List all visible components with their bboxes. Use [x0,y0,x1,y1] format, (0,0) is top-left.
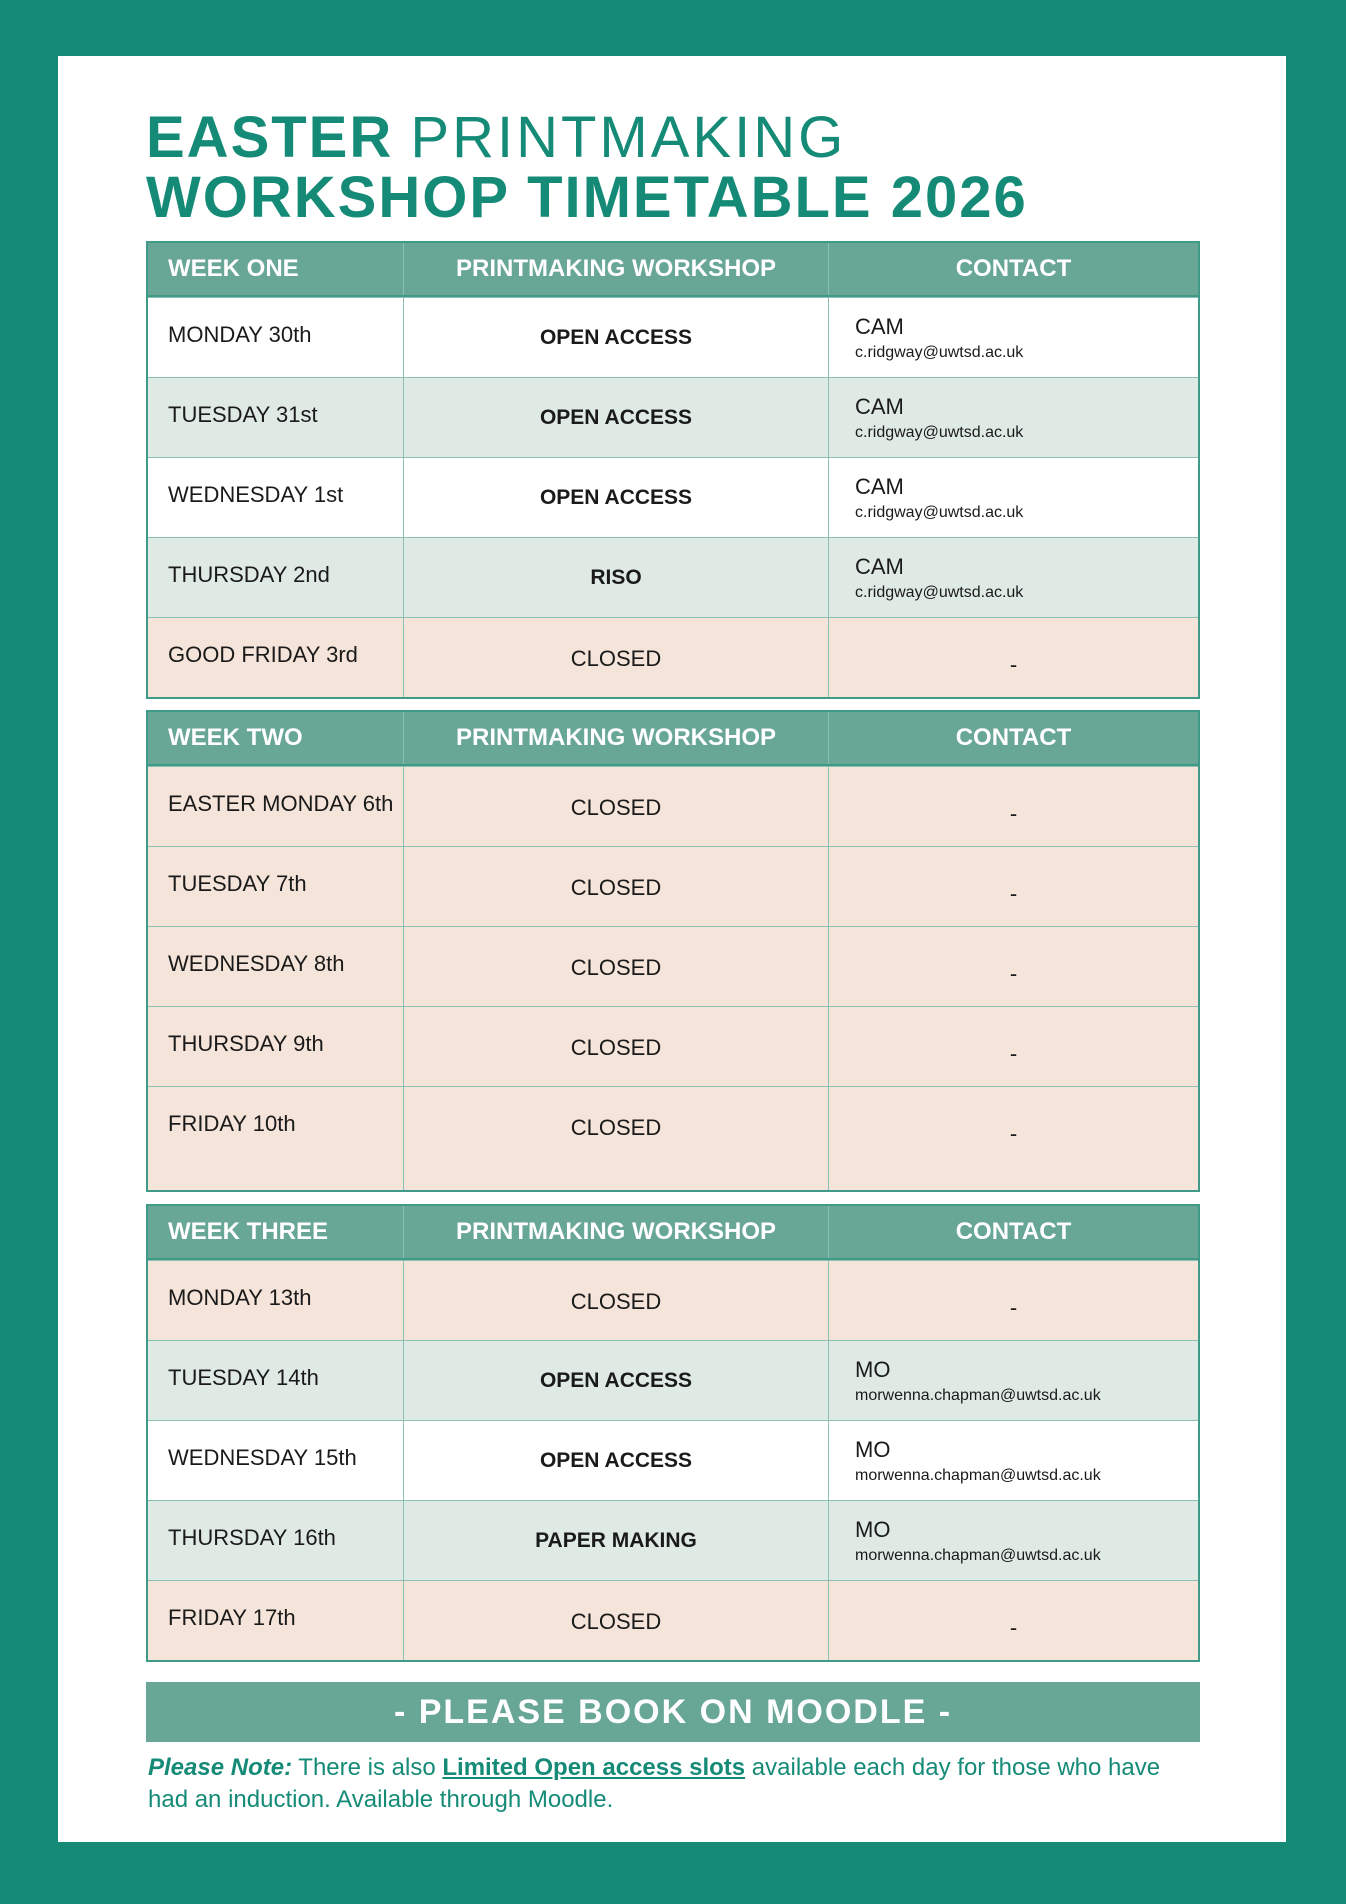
table-row [148,1340,1198,1420]
workshop-header: PRINTMAKING WORKSHOP [404,243,829,295]
day-cell: TUESDAY 31st [148,378,404,457]
workshop-cell: PAPER MAKING [404,1501,829,1580]
note-text: There is also [292,1754,443,1781]
day-cell: MONDAY 13th [148,1261,404,1340]
contact-cell: - [1009,652,1018,677]
contact-cell [829,1501,1198,1580]
day-cell: MONDAY 30th [148,298,404,377]
table-row [148,926,1198,1006]
contact-name: CAM [855,394,904,419]
day-cell: TUESDAY 14th [148,1341,404,1420]
workshop-cell: OPEN ACCESS [404,298,829,377]
table-header-row [148,1206,1198,1260]
contact-name: MO [855,1357,891,1382]
table-row [148,1006,1198,1086]
limited-open-access-link[interactable]: Limited Open access slots [442,1754,746,1781]
contact-cell [829,538,1198,617]
week-label: WEEK TWO [148,712,404,764]
page-title [146,105,1028,230]
contact-email[interactable]: c.ridgway@uwtsd.ac.uk [855,344,1024,361]
day-cell: THURSDAY 2nd [148,538,404,617]
day-cell: WEDNESDAY 8th [148,927,404,1006]
note-text: available each day for those who have had an induction. Available through Moodle. [148,1754,1161,1813]
workshop-cell: CLOSED [404,1581,829,1660]
table-row [148,1086,1198,1190]
please-note [148,1752,1188,1816]
contact-email[interactable]: morwenna.chapman@uwtsd.ac.uk [855,1467,1101,1484]
table-header-row [148,712,1198,766]
table-row [148,846,1198,926]
contact-email[interactable]: c.ridgway@uwtsd.ac.uk [855,504,1024,521]
week-three-table [146,1204,1200,1662]
table-row [148,1500,1198,1580]
table-row [148,1580,1198,1660]
contact-email[interactable]: morwenna.chapman@uwtsd.ac.uk [855,1387,1101,1404]
workshop-header: PRINTMAKING WORKSHOP [404,1206,829,1258]
table-row [148,1260,1198,1340]
contact-cell [829,458,1198,537]
contact-cell [829,298,1198,377]
title-bold: EASTER [146,105,394,170]
workshop-cell: OPEN ACCESS [404,1341,829,1420]
table-row [148,457,1198,537]
workshop-cell: CLOSED [404,1261,829,1340]
contact-name: CAM [855,554,904,579]
table-row [148,297,1198,377]
day-cell: TUESDAY 7th [148,847,404,926]
contact-cell: - [1009,801,1018,826]
day-cell: THURSDAY 16th [148,1501,404,1580]
contact-header: CONTACT [955,255,1072,282]
contact-cell [829,378,1198,457]
workshop-cell: CLOSED [404,618,829,697]
contact-cell [829,1421,1198,1500]
workshop-cell: OPEN ACCESS [404,378,829,457]
day-cell: FRIDAY 10th [148,1087,404,1190]
contact-name: MO [855,1437,891,1462]
contact-cell: - [1009,881,1018,906]
week-two-table [146,710,1200,1192]
workshop-cell: CLOSED [404,1087,829,1190]
day-cell: FRIDAY 17th [148,1581,404,1660]
table-row [148,377,1198,457]
contact-cell: - [1009,1121,1018,1146]
book-on-moodle-banner: - PLEASE BOOK ON MOODLE - [146,1682,1200,1742]
day-cell: WEDNESDAY 1st [148,458,404,537]
contact-cell: - [1009,1295,1018,1320]
day-cell: EASTER MONDAY 6th [148,767,404,846]
contact-header: CONTACT [955,724,1072,751]
title-light: PRINTMAKING [410,105,847,170]
contact-email[interactable]: morwenna.chapman@uwtsd.ac.uk [855,1547,1101,1564]
contact-name: CAM [855,474,904,499]
table-row [148,617,1198,697]
contact-email[interactable]: c.ridgway@uwtsd.ac.uk [855,584,1024,601]
contact-name: MO [855,1517,891,1542]
workshop-cell: CLOSED [404,927,829,1006]
contact-cell: - [1009,1615,1018,1640]
contact-email[interactable]: c.ridgway@uwtsd.ac.uk [855,424,1024,441]
day-cell: WEDNESDAY 15th [148,1421,404,1500]
workshop-cell: CLOSED [404,767,829,846]
contact-header: CONTACT [955,1218,1072,1245]
workshop-cell: RISO [404,538,829,617]
workshop-cell: OPEN ACCESS [404,458,829,537]
day-cell: THURSDAY 9th [148,1007,404,1086]
contact-cell: - [1009,1041,1018,1066]
contact-cell [829,1341,1198,1420]
week-one-table [146,241,1200,699]
contact-cell: - [1009,961,1018,986]
table-row [148,1420,1198,1500]
table-row [148,537,1198,617]
table-row [148,766,1198,846]
table-header-row [148,243,1198,297]
week-label: WEEK THREE [148,1206,404,1258]
week-label: WEEK ONE [148,243,404,295]
workshop-cell: CLOSED [404,1007,829,1086]
day-cell: GOOD FRIDAY 3rd [148,618,404,697]
contact-name: CAM [855,314,904,339]
workshop-cell: OPEN ACCESS [404,1421,829,1500]
note-label: Please Note: [148,1754,293,1781]
title-line2: WORKSHOP TIMETABLE 2026 [146,165,1028,230]
workshop-cell: CLOSED [404,847,829,926]
workshop-header: PRINTMAKING WORKSHOP [404,712,829,764]
